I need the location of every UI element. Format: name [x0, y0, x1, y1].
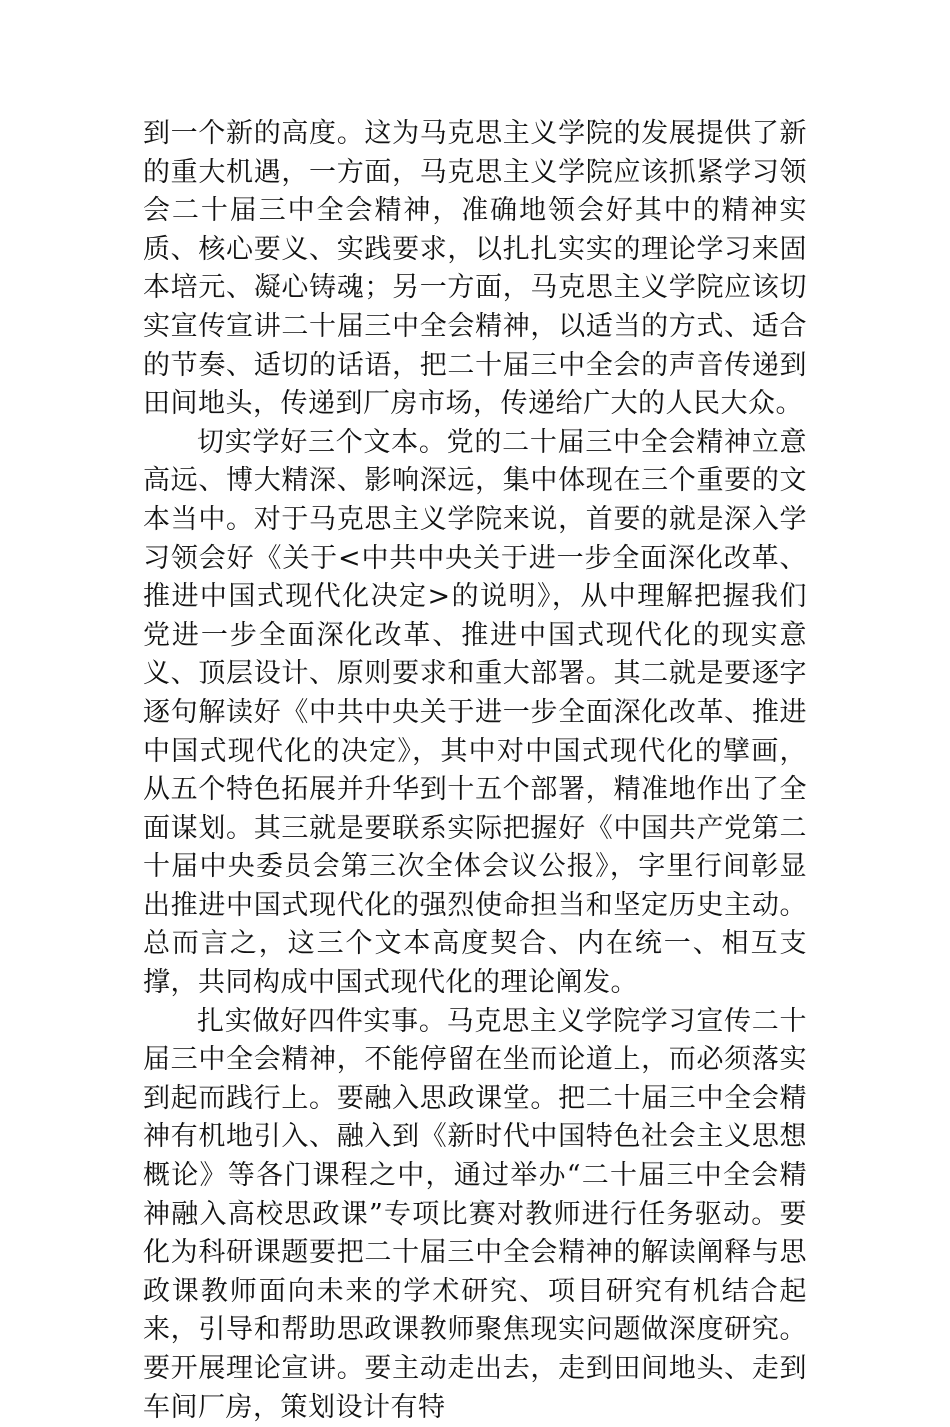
- paragraph-continuation: 到一个新的高度。这为马克思主义学院的发展提供了新的重大机遇，一方面，马克思主义学院应该抓紧学习领会二十届三中全会精神，准确地领会好其中的精神实质、核心要义、实践要求，以扎扎实实的理论学习来固本培元、凝心铸魂；另一方面，马克思主义学院应该切实宣传宣讲二十届三中全会精神，以适当的方式、适合的节奏、适切的话语，把二十届三中全会的声音传递到田间地头，传递到厂房市场，传递给广大的人民大众。: [143, 118, 807, 420]
- paragraph-four-tasks: 扎实做好四件实事。马克思主义学院学习宣传二十届三中全会精神，不能停留在坐而论道上，而必须落实到起而践行上。要融入思政课堂。把二十届三中全会精神有机地引入、融入到《新时代中国特色社会主义思想概论》等各门课程之中，通过举办“二十届三中全会精神融入高校思政课”专项比赛对教师进行任务驱动。要化为科研课题要把二十届三中全会精神的解读阐释与思政课教师面向未来的学术研究、项目研究有机结合起来，引导和帮助思政课教师聚焦现实问题做深度研究。要开展理论宣讲。要主动走出去，走到田间地头、走到车间厂房，策划设计有特: [143, 1005, 807, 1423]
- paragraph-three-texts: 切实学好三个文本。党的二十届三中全会精神立意高远、博大精深、影响深远，集中体现在三个重要的文本当中。对于马克思主义学院来说，首要的就是深入学习领会好《关于<中共中央关于进一步全面深化改革、推进中国式现代化决定>的说明》，从中理解把握我们党进一步全面深化改革、推进中国式现代化的现实意义、顶层设计、原则要求和重大部署。其二就是要逐字逐句解读好《中共中央关于进一步全面深化改革、推进中国式现代化的决定》，其中对中国式现代化的擘画，从五个特色拓展并升华到十五个部署，精准地作出了全面谋划。其三就是要联系实际把握好《中国共产党第二十届中央委员会第三次全体会议公报》，字里行间彰显出推进中国式现代化的强烈使命担当和坚定历史主动。总而言之，这三个文本高度契合、内在统一、相互支撑，共同构成中国式现代化的理论阐发。: [143, 426, 807, 999]
- document-body: [143, 115, 807, 1427]
